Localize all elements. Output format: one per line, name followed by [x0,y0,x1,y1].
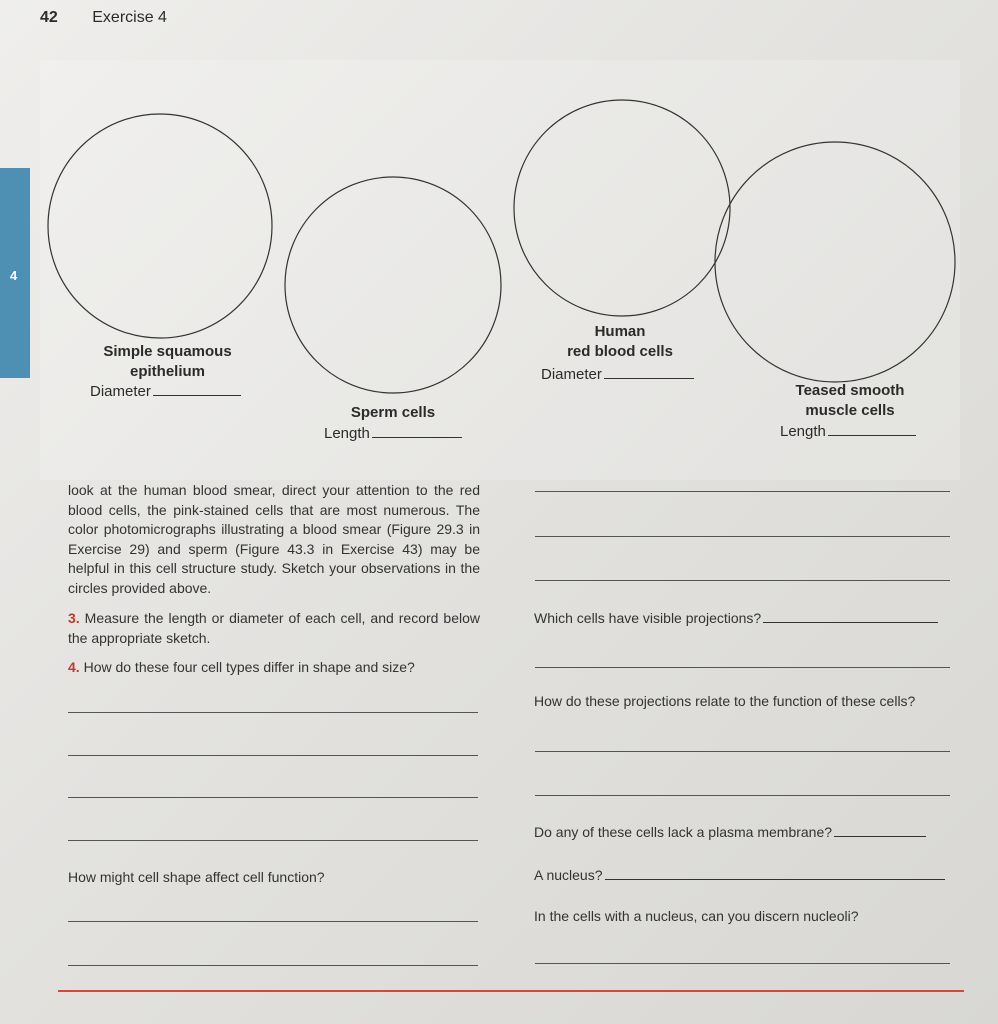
label-squamous-line1: Simple squamous [103,343,232,360]
measure-squamous-blank[interactable] [153,385,241,396]
measure-smooth-muscle-label: Length [780,423,826,440]
sketch-circle-sperm[interactable] [285,177,501,393]
question-plasma-membrane-text: Do any of these cells lack a plasma membrane? [534,824,833,840]
sketch-circle-squamous[interactable] [48,114,272,338]
answer-line-right-1[interactable] [535,491,950,492]
answer-line-nucleus[interactable] [605,869,945,880]
measure-rbc-label: Diameter [541,366,602,383]
sketch-circle-rbc[interactable] [514,100,730,316]
step-4 [68,658,480,678]
question-nucleus [534,866,959,886]
answer-line-shape-1[interactable] [68,712,478,713]
label-squamous [85,342,250,382]
step-3-number: 3. [68,610,80,626]
question-shape-function: How might cell shape affect cell function? [68,869,325,885]
question-projections-text: Which cells have visible projections? [534,610,762,626]
measure-squamous [90,382,241,402]
step-4-text: How do these four cell types differ in shape and size? [83,659,415,675]
question-nucleus-text: A nucleus? [534,867,603,883]
label-sperm-line1: Sperm cells [350,404,436,421]
answer-line-projections[interactable] [763,612,938,623]
intro-paragraph: look at the human blood smear, direct your attention to the red blood cells, the pink-stained cells that are most numerous. The color photomicrographs illustrating a blood smear (Figure 29.3 in Exercise 29) and sperm (Figure 43.3 in Exercise 43) may be helpful in this cell structure study. Sketch your observations in the circles provided above. [68,482,480,596]
answer-line-shape-4[interactable] [68,840,478,841]
measure-sperm-blank[interactable] [372,427,462,438]
label-rbc-line1: Human [594,323,646,340]
step-3-text: Measure the length or diameter of each cell, and record below the appropriate sketch. [68,610,480,646]
label-rbc-line2: red blood cells [567,343,673,360]
exercise-title: Exercise 4 [92,9,167,26]
label-smooth-muscle-line1: Teased smooth [795,382,905,399]
answer-line-right-2[interactable] [535,536,950,537]
step-3 [68,609,480,648]
answer-line-function-2[interactable] [68,965,478,966]
step-4-number: 4. [68,659,80,675]
label-smooth-muscle [775,381,925,421]
measure-squamous-label: Diameter [90,383,151,400]
answer-line-shape-3[interactable] [68,797,478,798]
page-number: 42 [40,9,58,26]
measure-smooth-muscle [780,422,916,442]
label-smooth-muscle-line2: muscle cells [805,402,895,419]
label-rbc [545,322,695,362]
chapter-side-tab-label: 4 [10,268,18,283]
answer-line-function-1[interactable] [68,921,478,922]
measure-rbc-blank[interactable] [604,368,694,379]
question-projections-function: How do these projections relate to the function of these cells? [534,693,916,709]
answer-line-projections-function-1[interactable] [535,751,950,752]
sketch-circle-smooth-muscle[interactable] [715,142,955,382]
answer-line-right-3[interactable] [535,580,950,581]
measure-smooth-muscle-blank[interactable] [828,425,916,436]
answer-line-shape-2[interactable] [68,755,478,756]
answer-line-plasma-membrane[interactable] [834,826,926,837]
page-bottom-red-rule [58,990,964,992]
label-sperm [318,403,468,423]
question-nucleoli: In the cells with a nucleus, can you discern nucleoli? [534,908,859,924]
label-squamous-line2: epithelium [129,363,205,380]
answer-line-nucleoli[interactable] [535,963,950,964]
answer-line-projections-function-2[interactable] [535,795,950,796]
question-plasma-membrane [534,823,959,843]
question-projections [534,609,954,629]
measure-sperm-label: Length [324,425,370,442]
measure-sperm [324,424,462,444]
measure-rbc [541,365,694,385]
answer-line-right-4[interactable] [535,667,950,668]
